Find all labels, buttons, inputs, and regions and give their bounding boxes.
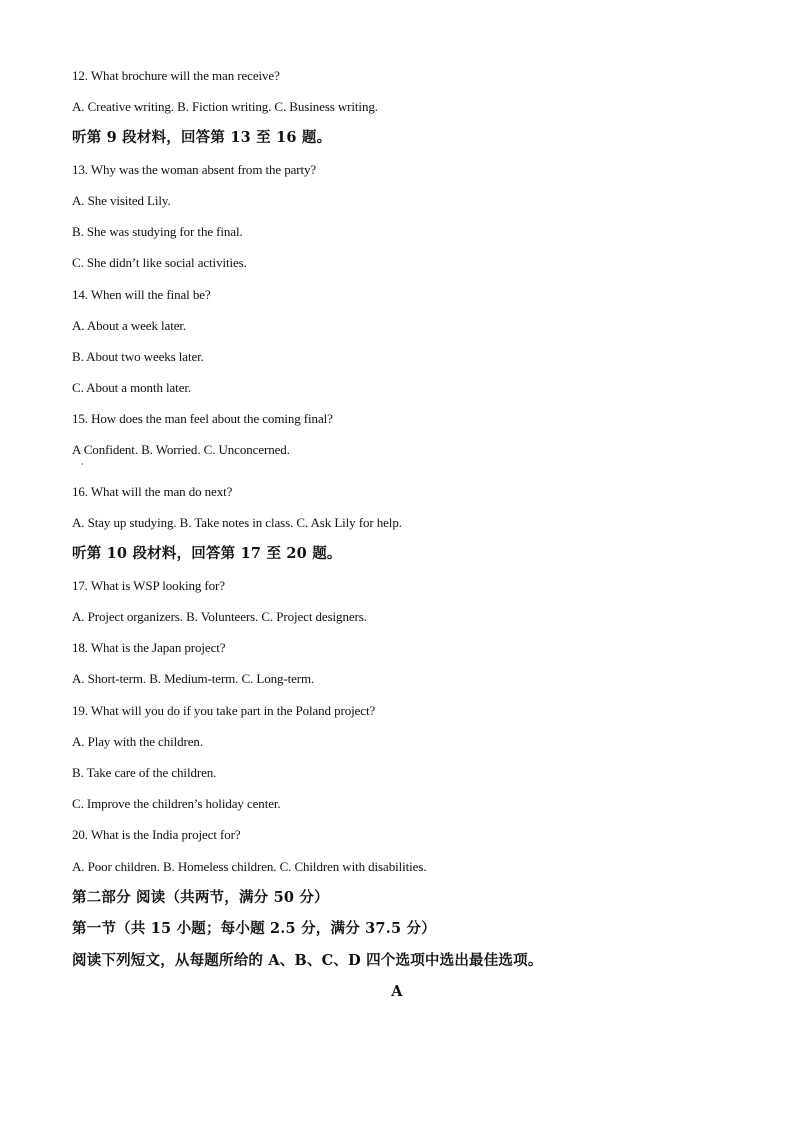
question-14-option-b: B. About two weeks later. <box>72 349 204 364</box>
question-14-option-c: C. About a month later. <box>72 380 192 395</box>
section-one-heading: 第一节（共 15 小题；每小题 2.5 分，满分 37.5 分） <box>72 920 436 937</box>
question-14: 14. When will the final be? <box>72 287 211 302</box>
question-15-options: A Confident. B. Worried. C. Unconcerned. <box>72 442 290 457</box>
question-16: 16. What will the man do next? <box>72 484 233 499</box>
print-speck <box>82 463 83 465</box>
question-13-option-b: B. She was studying for the final. <box>72 224 243 239</box>
question-15: 15. How does the man feel about the coming final? <box>72 411 333 426</box>
question-20: 20. What is the India project for? <box>72 827 241 842</box>
question-17: 17. What is WSP looking for? <box>72 578 225 593</box>
question-18-options: A. Short-term. B. Medium-term. C. Long-term. <box>72 671 315 686</box>
passage-label: A <box>391 983 403 1000</box>
question-13-option-c: C. She didn’t like social activities. <box>72 255 247 270</box>
section-10-heading: 听第 10 段材料，回答第 17 至 20 题。 <box>72 545 342 562</box>
question-19: 19. What will you do if you take part in the Poland project? <box>72 703 376 718</box>
question-20-options: A. Poor children. B. Homeless children. C. Children with disabilities. <box>72 859 427 874</box>
reading-instructions: 阅读下列短文，从每题所给的 A、B、C、D 四个选项中选出最佳选项。 <box>72 952 543 969</box>
question-12: 12. What brochure will the man receive? <box>72 68 280 83</box>
question-19-option-a: A. Play with the children. <box>72 734 203 749</box>
question-14-option-a: A. About a week later. <box>72 318 187 333</box>
part-two-heading: 第二部分 阅读（共两节，满分 50 分） <box>72 889 329 906</box>
question-18: 18. What is the Japan project? <box>72 640 226 655</box>
question-17-options: A. Project organizers. B. Volunteers. C. Project designers. <box>72 609 367 624</box>
section-9-heading: 听第 9 段材料，回答第 13 至 16 题。 <box>72 129 332 146</box>
question-19-option-c: C. Improve the children’s holiday center. <box>72 796 281 811</box>
question-13-option-a: A. She visited Lily. <box>72 193 171 208</box>
question-12-options: A. Creative writing. B. Fiction writing. C. Business writing. <box>72 99 378 114</box>
question-16-options: A. Stay up studying. B. Take notes in class. C. Ask Lily for help. <box>72 515 402 530</box>
question-13: 13. Why was the woman absent from the party? <box>72 162 317 177</box>
question-19-option-b: B. Take care of the children. <box>72 765 217 780</box>
